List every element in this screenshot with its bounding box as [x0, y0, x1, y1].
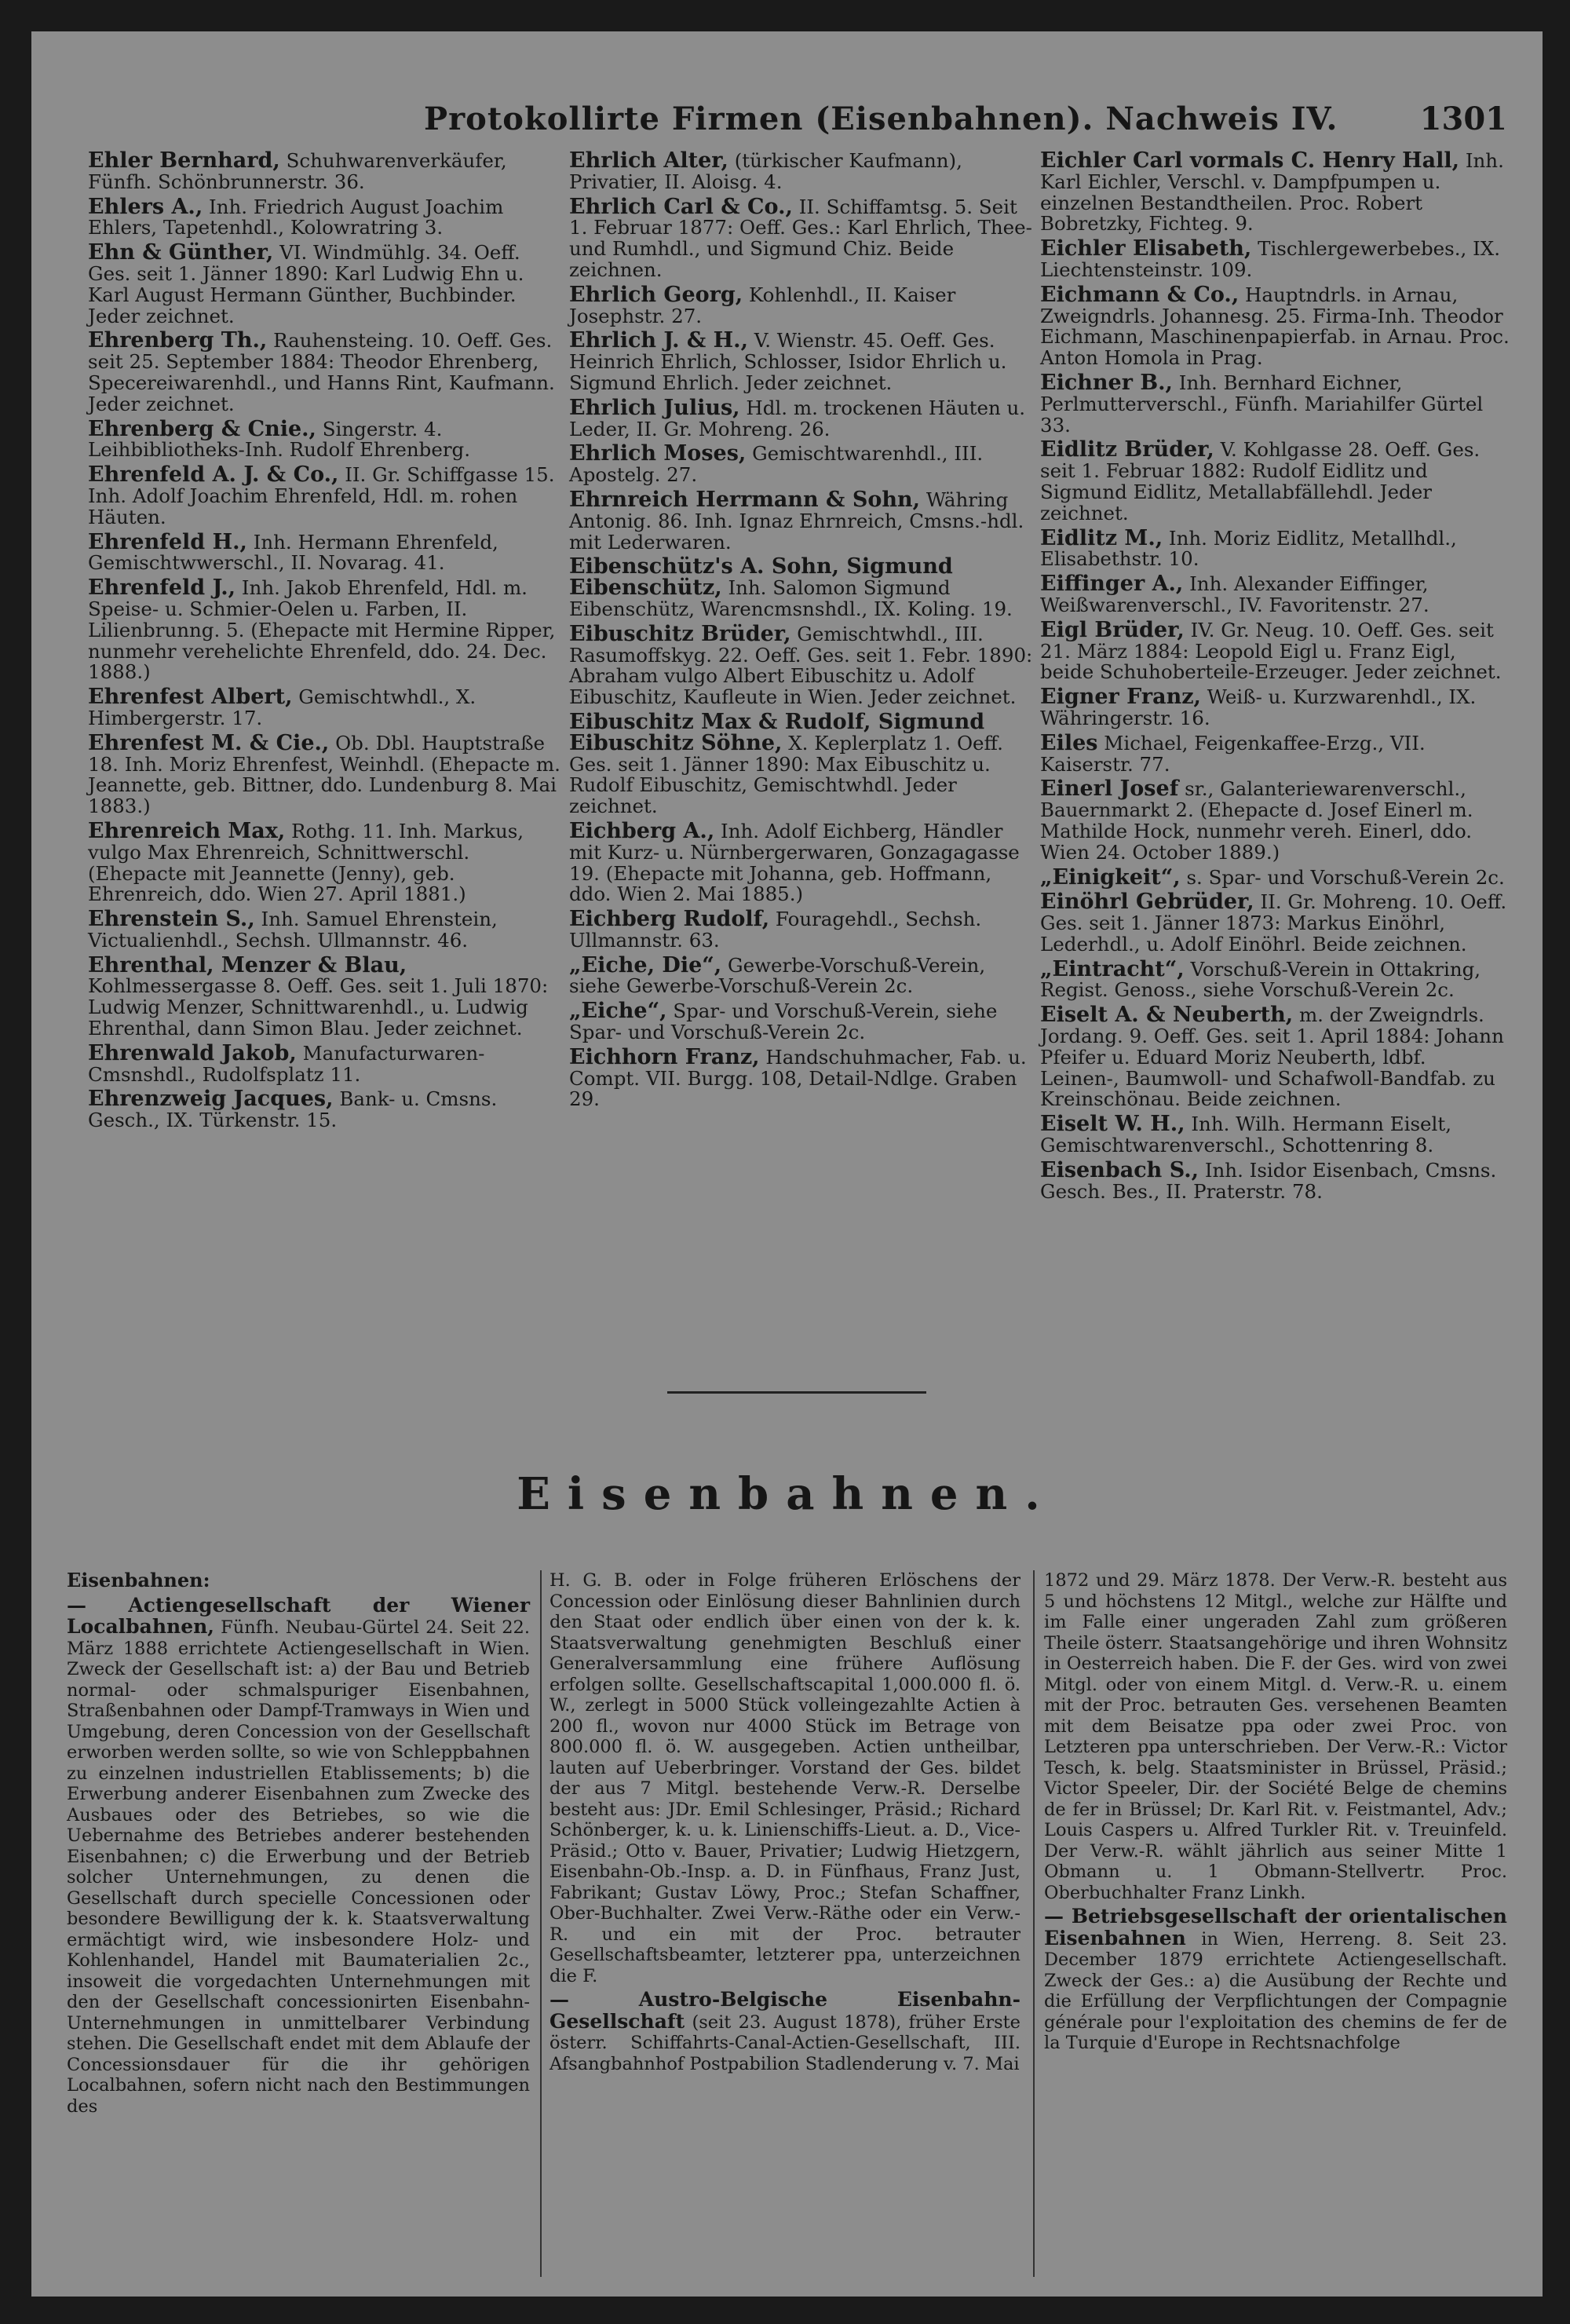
firm-details: Inh. Adolf Eichberg, Händler mit Kurz- u. Nürnbergerwaren, Gonzagagasse 19. (Ehepacte mit Johanna, geb. Hoffmann, ddo. Wien 2. Mai 1885.) — [569, 819, 1020, 906]
firm-details: Inh. Hermann Ehrenfeld, Gemischtwwerschl., II. Novarag. 41. — [88, 530, 498, 575]
directory-entry — [569, 1044, 1036, 1111]
directory-entry — [1040, 236, 1511, 281]
directory-entry — [569, 818, 1036, 906]
firm-details: Michael, Feigenkaffee-Erzg., VII. Kaiserstr. 77. — [1040, 731, 1426, 776]
firm-details: Singerstr. 4. Leihbibliotheks-Inh. Rudolf Ehrenberg. — [88, 417, 471, 462]
directory-entry — [1040, 282, 1511, 370]
directory-entry — [569, 194, 1036, 281]
firm-details: Inh. Friedrich August Joachim Ehlers, Tapetenhdl., Kolowratring 3. — [88, 195, 504, 239]
firm-name: „Eintracht“, — [1040, 956, 1185, 981]
firm-details: (türkischer Kaufmann), Privatier, II. Aloisg. 4. — [569, 149, 962, 193]
firm-name: Eidlitz M., — [1040, 525, 1163, 550]
firm-name: Ehrenstein S., — [88, 907, 255, 932]
directory-entry — [1040, 892, 1511, 955]
firm-name: Ehrenfeld H., — [88, 529, 247, 554]
firm-name: Eichhorn Franz, — [569, 1044, 760, 1069]
firm-details: Spar- und Vorschuß-Verein, siehe Spar- und Vorschuß-Verein 2c. — [569, 999, 998, 1044]
entry-text: (seit 23. August 1878), früher Erste österr. Schiffahrts-Canal-Actien-Gesellschaft, III. Afsangbahnhof Postpabilion Stadlenderung v. 7. Mai — [550, 2012, 1020, 2074]
firm-details: Rauhensteing. 10. Oeff. Ges. seit 25. September 1884: Theodor Ehrenberg, Specereiwarenhdl., und Hanns Rint, Kaufmann. Jeder zeichnet. — [88, 329, 555, 415]
firm-name: Ehrenberg Th., — [88, 328, 268, 353]
firm-name: Ehrlich J. & H., — [569, 328, 748, 353]
firm-name: Eichler Carl vormals C. Henry Hall, — [1040, 148, 1460, 173]
firm-details: Kohlenhdl., II. Kaiser Josephstr. 27. — [569, 283, 956, 327]
firm-details: X. Keplerplatz 1. Oeff. Ges. seit 1. Jänner 1890: Max Eibuschitz u. Rudolf Eibuschitz, Gemischtwhdl. Jeder zeichnet. — [569, 731, 1003, 818]
firm-details: Inh. Alexander Eiffinger, Weißwarenverschl., IV. Favoritenstr. 27. — [1040, 572, 1429, 616]
directory-entry — [569, 709, 1036, 818]
firm-details: Hdl. m. trockenen Häuten u. Leder, II. Gr. Mohreng. 26. — [569, 396, 1026, 440]
directory-column-2 — [569, 148, 1036, 1114]
firm-details: m. der Zweigndrls. Jordang. 9. Oeff. Ges. seit 1. April 1884: Johann Pfeifer u. Eduard Moriz Neuberth, ldbf. Leinen-, Baumwoll- und Schafwoll-Bandfab. zu Kreinschönau. Beide zeichnen. — [1040, 1003, 1504, 1111]
directory-column-1 — [88, 148, 563, 1135]
directory-entry — [569, 1001, 1036, 1043]
directory-entry — [569, 952, 1036, 998]
entry-text: Fünfh. Neubau-Gürtel 24. Seit 22. März 1888 errichtete Actiengesellschaft in Wien. Zweck der Gesellschaft ist: a) der Bau und Betrieb normal- oder schmalspuriger Eisenbahnen, Straßenbahnen oder Dampf-Tramways in Wien und Umgebung, deren Concession von der Gesellschaft erworben werden sollte, so wie von Schleppbahnen zu einzelnen industriellen Etablissements; b) die Erwerbung anderer Eisenbahnen zum Zwecke des Ausbaues oder des Betriebes, so wie die Uebernahme des Betriebes anderer bestehenden Eisenbahnen; c) die Erwerbung und der Betrieb solcher Unternehmungen, zu denen die Gesellschaft durch specielle Concessionen oder besondere Bewilligung der k. k. Staatsverwaltung ermächtigt wird, wie insbesondere Holz- und Kohlenhandel, Handel mit Baumaterialien 2c., insoweit die vorgedachten Unternehmungen mit den der Gesellschaft concessionirten Eisenbahn-Unternehmungen in unmittelbarer Verbindung stehen. Die Gesellschaft endet mit dem Ablaufe der Concessionsdauer für die ihr gehörigen Localbahnen, sofern nicht nach den Bestimmungen des — [67, 1617, 531, 2117]
firm-details: Inh. Samuel Ehrenstein, Victualienhdl., Sechsh. Ullmannstr. 46. — [88, 908, 498, 952]
directory-entry — [569, 328, 1036, 394]
firm-details: Inh. Salomon Sigmund Eibenschütz, Warencmsnshdl., IX. Koling. 19. — [569, 576, 1013, 620]
firm-name: Ehrlich Moses, — [569, 441, 747, 466]
directory-entry — [1040, 1157, 1511, 1203]
firm-name: Ehrlich Georg, — [569, 282, 743, 307]
directory-entry — [569, 395, 1036, 440]
firm-details: Inh. Wilh. Hermann Eiselt, Gemischtwarenverschl., Schottenring 8. — [1040, 1113, 1451, 1157]
directory-entry — [88, 462, 563, 528]
firm-name: Eiselt W. H., — [1040, 1112, 1185, 1137]
directory-entry — [569, 621, 1036, 709]
directory-entry — [88, 952, 563, 1040]
firm-details: Fouragehdl., Sechsh. Ullmannstr. 63. — [569, 908, 982, 952]
firm-name: Ehrenwald Jakob, — [88, 1040, 297, 1065]
firm-name: Eichberg Rudolf, — [569, 907, 770, 932]
directory-entry — [88, 1040, 563, 1086]
directory-entry — [569, 487, 1036, 554]
entry-text: 1872 und 29. März 1878. Der Verw.-R. besteht aus 5 und höchstens 12 Mitgl., welche zur Hälfte und im Falle einer ungeraden Zahl zum größeren Theile österr. Staatsangehörige und ihren Wohnsitz in Oesterreich haben. Die F. der Ges. wird von zwei Mitgl. oder von einem Mitgl. d. Verw.-R. u. einem mit der Proc. betrauten Ges. versehenen Beamten mit dem Beisatze ppa oder zwei Proc. von Letzteren ppa unterschrieben. Der Verw.-R.: Victor Tesch, k. belg. Staatsminister in Brüssel, Präsid.; Victor Speeler, Dir. der Société Belge de chemins de fer in Brüssel; Dr. Karl Rit. v. Feistmantel, Adv.; Louis Caspers u. Alfred Turkler Rit. v. Treuinfeld. Der Verw.-R. wählt jährlich aus seiner Mitte 1 Obmann u. 1 Obmann-Stellvertr. Proc. Oberbuchhalter Franz Linkh. — [1044, 1570, 1507, 1903]
directory-entry — [1040, 525, 1511, 571]
directory-entry — [1040, 437, 1511, 524]
directory-entry — [88, 909, 563, 952]
directory-entry — [1040, 617, 1511, 684]
firm-name: Ehler Bernhard, — [88, 148, 280, 173]
entry-name: — Betriebsgesellschaft der orientalischen Eisenbahnen — [1044, 1905, 1507, 1949]
section-title: Eisenbahnen. — [517, 1468, 1057, 1520]
firm-details: V. Kohlgasse 28. Oeff. Ges. seit 1. Februar 1882: Rudolf Eidlitz und Sigmund Eidlitz, Metallabfällehdl. Jeder zeichnet. — [1040, 438, 1481, 524]
firm-details: Ob. Dbl. Hauptstraße 18. Inh. Moriz Ehrenfest, Weinhdl. (Ehepacte m. Jeannette, geb. Bittner, ddo. Lundenburg 8. Mai 1883.) — [88, 731, 560, 818]
firm-name: Eichmann & Co., — [1040, 282, 1240, 307]
firm-details: Rothg. 11. Inh. Markus, vulgo Max Ehrenreich, Schnittwerschl. (Ehepacte mit Jeannette (Jenny), geb. Ehrenreich, ddo. Wien 27. April 1881.) — [88, 819, 524, 906]
firm-name: „Eiche, Die“, — [569, 952, 722, 977]
firm-name: Eidlitz Brüder, — [1040, 437, 1214, 462]
directory-entry — [569, 282, 1036, 327]
firm-name: Eibuschitz Brüder, — [569, 621, 791, 646]
firm-details: Schuhwarenverkäufer, Fünfh. Schönbrunnerstr. 36. — [88, 149, 507, 193]
directory-entry — [1040, 776, 1511, 864]
firm-name: Eigner Franz, — [1040, 685, 1201, 710]
firm-details: Hauptndrls. in Arnau, Zweigndrls. Johannesg. 25. Firma-Inh. Theodor Eichmann, Maschinenpapierfab. in Arnau. Proc. Anton Homola in Prag. — [1040, 283, 1510, 370]
directory-entry — [88, 194, 563, 239]
firm-name: Ehrlich Alter, — [569, 148, 728, 173]
firm-name: Ehrenfeld A. J. & Co., — [88, 462, 339, 488]
firm-details: Manufacturwaren-Cmsnshdl., Rudolfsplatz 11. — [88, 1041, 485, 1086]
firm-name: Eichler Elisabeth, — [1040, 236, 1252, 261]
firm-details: Inh. Bernhard Eichner, Perlmutterverschl., Fünfh. Mariahilfer Gürtel 33. — [1040, 371, 1484, 437]
firm-details: Gemischtwarenhdl., III. Apostelg. 27. — [569, 442, 984, 487]
entry-name: — Actiengesellschaft der Wiener Localbahnen, — [67, 1593, 530, 1638]
directory-entry — [88, 578, 563, 683]
firm-name: „Einigkeit“, — [1040, 864, 1181, 890]
directory-entry — [1040, 730, 1511, 776]
section-divider — [667, 1391, 926, 1394]
directory-entry — [569, 148, 1036, 193]
firm-details: Gemischtwhdl., III. Rasumoffskyg. 22. Oeff. Ges. seit 1. Febr. 1890: Abraham vulgo Albert Eibuschitz u. Adolf Eibuschitz, Kaufleute in Wien. Jeder zeichnet. — [569, 622, 1033, 709]
firm-name: Ehlers A., — [88, 194, 203, 219]
firm-details: Inh. Moriz Eidlitz, Metallhdl., Elisabethstr. 10. — [1040, 526, 1457, 571]
firm-name: Einerl Josef — [1040, 776, 1179, 802]
directory-entry — [88, 328, 563, 415]
firm-name: „Eiche“, — [569, 999, 667, 1024]
firm-details: VI. Windmühlg. 34. Oeff. Ges. seit 1. Jänner 1890: Karl Ludwig Ehn u. Karl August Hermann Günther, Buchbinder. Jeder zeichnet. — [88, 241, 524, 327]
firm-name: Eiles — [1040, 730, 1098, 755]
firm-details: Inh. Isidor Eisenbach, Cmsns. Gesch. Bes., II. Praterstr. 78. — [1040, 1158, 1497, 1203]
firm-details: Bank- u. Cmsns. Gesch., IX. Türkenstr. 15. — [88, 1087, 498, 1132]
firm-details: Währing Antonig. 86. Inh. Ignaz Ehrnreich, Cmsns.-hdl. mit Lederwaren. — [569, 488, 1024, 554]
directory-entry — [569, 554, 1036, 620]
firm-details: Inh. Jakob Ehrenfeld, Hdl. m. Speise- u. Schmier-Oelen u. Farben, II. Lilienbrunng. 5. (Ehepacte mit Hermine Ripper, nunmehr verehelichte Ehrenfeld, ddo. 24. Dec. 1888.) — [88, 576, 556, 684]
firm-details: IV. Gr. Neug. 10. Oeff. Ges. seit 21. März 1884: Leopold Eigl u. Franz Eigl, beide Schuhoberteile-Erzeuger. Jeder zeichnet. — [1040, 618, 1502, 684]
firm-name: Ehrenreich Max, — [88, 818, 286, 843]
firm-name: Eiselt A. & Neuberth, — [1040, 1003, 1294, 1028]
category-heading: Eisenbahnen: — [67, 1569, 210, 1591]
book-page — [31, 31, 1543, 2297]
firm-details: s. Spar- und Vorschuß-Verein 2c. — [1186, 865, 1505, 889]
directory-column-3 — [1040, 148, 1511, 1206]
directory-entry — [88, 1089, 563, 1131]
firm-details: Inh. Karl Eichler, Verschl. v. Dampfpumpen u. einzelnen Bestandtheilen. Proc. Robert Bobretzky, Fichteg. 9. — [1040, 149, 1504, 236]
firm-name: Eichner B., — [1040, 370, 1173, 395]
directory-entry — [88, 529, 563, 575]
entry-text: H. G. B. oder in Folge früheren Erlöschens der Concession oder Einlösung dieser Bahnlinien durch den Staat oder endlich über einen von der k. k. Staatsverwaltung genehmigten Beschluß einer Generalversammlung eine frühere Auflösung erfolgen sollte. Gesellschaftscapital 1,000.000 fl. ö. W., zerlegt in 5000 Stück volleingezahlte Actien à 200 fl., wovon nur 4000 Stück im Betrage von 800.000 fl. ö. W. ausgegeben. Actien untheilbar, lauten auf Ueberbringer. Vorstand der Ges. bildet der aus 7 Mitgl. bestehende Verw.-R. Derselbe besteht aus: JDr. Emil Schlesinger, Präsid.; Richard Schönberger, k. u. k. Linienschiffs-Lieut. a. D., Vice-Präsid.; Otto v. Bauer, Privatier; Ludwig Hietzgern, Eisenbahn-Ob.-Insp. a. D. in Fünfhaus, Franz Just, Fabrikant; Gustav Löwy, Proc.; Stefan Schaffner, Ober-Buchhalter. Zwei Verw.-Räthe oder ein Verw.-R. und ein mit der Proc. betrauter Gesellschaftsbeamter, letzterer ppa, unterzeichnen die F. — [550, 1570, 1020, 1986]
directory-entry — [1040, 1005, 1511, 1110]
firm-details: Vorschuß-Verein in Ottakring, Regist. Genoss., siehe Vorschuß-Verein 2c. — [1040, 957, 1481, 1002]
directory-entry — [1040, 370, 1511, 437]
firm-details: Kohlmessergasse 8. Oeff. Ges. seit 1. Juli 1870: Ludwig Menzer, Schnittwarenhdl., u. Ludwig Ehrenthal, dann Simon Blau. Jeder zeichnet. — [88, 974, 549, 1040]
firm-name: Ehrlich Carl & Co., — [569, 194, 793, 219]
directory-entry — [88, 687, 563, 729]
firm-name: Ehn & Günther, — [88, 240, 274, 265]
firm-details: Tischlergewerbebes., IX. Liechtensteinstr. 109. — [1040, 237, 1500, 281]
directory-entry — [1040, 956, 1511, 1002]
firm-name: Ehrnreich Herrmann & Sohn, — [569, 487, 921, 512]
directory-entry — [88, 240, 563, 327]
firm-name: Eisenbach S., — [1040, 1157, 1199, 1182]
firm-name: Eichberg A., — [569, 818, 715, 843]
running-title: Protokollirte Firmen (Eisenbahnen). Nachweis IV. — [424, 100, 1338, 137]
firm-name: Eibenschütz's A. Sohn, Sigmund Eibenschütz, — [569, 554, 953, 601]
firm-name: Ehrenfest M. & Cie., — [88, 730, 330, 755]
firm-name: Ehrenberg & Cnie., — [88, 416, 316, 441]
directory-entry — [88, 148, 563, 193]
firm-name: Ehrlich Julius, — [569, 395, 740, 420]
firm-name: Eigl Brüder, — [1040, 617, 1185, 642]
firm-details: Gemischtwhdl., X. Himbergerstr. 17. — [88, 685, 476, 729]
firm-details: Gewerbe-Vorschuß-Verein, siehe Gewerbe-Vorschuß-Verein 2c. — [569, 953, 986, 998]
directory-entry — [88, 416, 563, 462]
lower-column-2 — [550, 1570, 1020, 2077]
firm-details: Weiß- u. Kurzwarenhdl., IX. Währingerstr. 16. — [1040, 685, 1477, 729]
column-rule — [540, 1570, 542, 2277]
directory-entry — [569, 441, 1036, 487]
firm-name: Ehrenfest Albert, — [88, 685, 293, 710]
lower-column-3 — [1044, 1570, 1507, 2057]
firm-details: II. Schiffamtsg. 5. Seit 1. Februar 1877: Oeff. Ges.: Karl Ehrlich, Thee- und Rumhdl., und Sigmund Chiz. Beide zeichnen. — [569, 195, 1032, 281]
firm-name: Eiffinger A., — [1040, 572, 1184, 597]
page-number: 1301 — [1419, 100, 1507, 137]
directory-entry — [569, 909, 1036, 952]
firm-name: Ehrenfeld J., — [88, 576, 236, 601]
firm-details: Handschuhmacher, Fab. u. Compt. VII. Burgg. 108, Detail-Ndlge. Graben 29. — [569, 1045, 1027, 1111]
directory-entry — [1040, 864, 1511, 890]
firm-name: Ehrenthal, Menzer & Blau, — [88, 952, 407, 977]
directory-entry — [1040, 148, 1511, 236]
entry-name: — Austro-Belgische Eisenbahn-Gesellschaft — [550, 1988, 1020, 2033]
firm-details: sr., Galanteriewarenverschl., Bauernmarkt 2. (Ehepacte d. Josef Einerl m. Mathilde Hock, nunmehr vereh. Einerl, ddo. Wien 24. October 1889.) — [1040, 777, 1473, 864]
directory-entry — [1040, 687, 1511, 729]
firm-name: Eibuschitz Max & Rudolf, Sigmund Eibuschitz Söhne, — [569, 709, 985, 755]
directory-entry — [1040, 574, 1511, 616]
page-header — [31, 100, 1543, 148]
firm-details: II. Gr. Schiffgasse 15. Inh. Adolf Joachim Ehrenfeld, Hdl. m. rohen Häuten. — [88, 463, 555, 528]
firm-name: Einöhrl Gebrüder, — [1040, 890, 1254, 915]
directory-entry — [1040, 1114, 1511, 1157]
column-rule — [1033, 1570, 1035, 2277]
firm-name: Ehrenzweig Jacques, — [88, 1087, 334, 1112]
lower-column-1 — [67, 1570, 530, 2120]
directory-entry — [88, 818, 563, 906]
directory-entry — [88, 730, 563, 818]
firm-details: V. Wienstr. 45. Oeff. Ges. Heinrich Ehrlich, Schlosser, Isidor Ehrlich u. Sigmund Ehrlich. Jeder zeichnet. — [569, 329, 1007, 394]
entry-text: in Wien, Herreng. 8. Seit 23. December 1879 errichtete Actiengesellschaft. Zweck der Ges.: a) die Ausübung der Rechte und die Erfüllung der Verpflichtungen der Compagnie générale pour l'exploitation des chemins de fer de la Turquie d'Europe in Rechtsnachfolge — [1044, 1928, 1508, 2053]
firm-details: II. Gr. Mohreng. 10. Oeff. Ges. seit 1. Jänner 1873: Markus Einöhrl, Lederhdl., u. Adolf Einöhrl. Beide zeichnen. — [1040, 890, 1507, 956]
